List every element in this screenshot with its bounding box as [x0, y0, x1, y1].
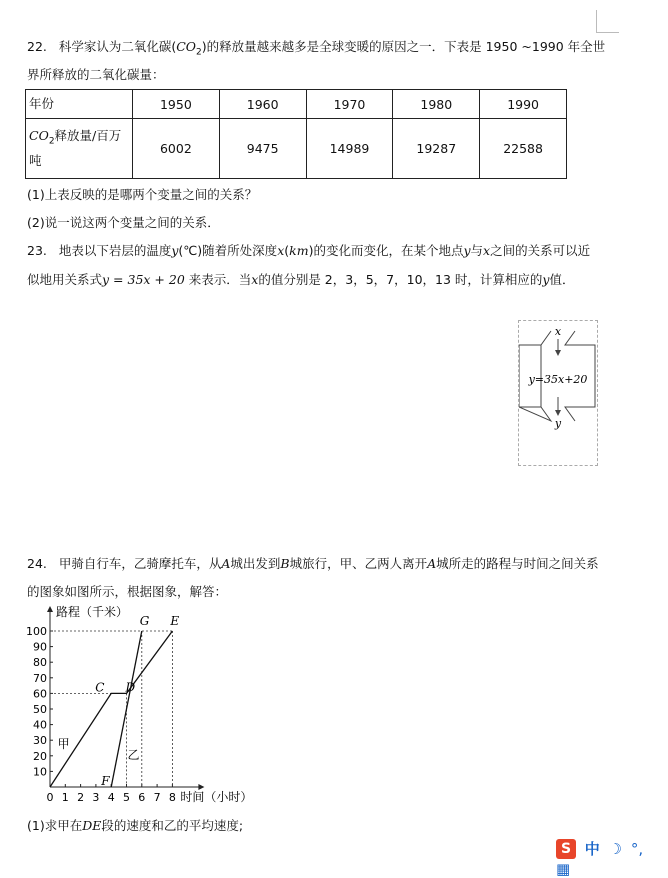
- co2-table: [25, 89, 567, 179]
- moon-icon[interactable]: ☽: [608, 839, 623, 858]
- series-label-jia: 甲: [57, 737, 70, 751]
- y-axis-arrow: [47, 606, 53, 612]
- point-label-e: E: [170, 614, 180, 628]
- x-tick-label: 2: [77, 791, 85, 804]
- x-tick-label: 6: [138, 791, 146, 804]
- text: 甲骑自行车，乙骑摩托车，从: [58, 556, 222, 571]
- function-machine-diagram: [518, 320, 598, 466]
- table-cell: 6002: [133, 119, 220, 179]
- text: 释放量/百万: [54, 127, 122, 143]
- ime-toolbar[interactable]: [556, 838, 664, 878]
- table-cell: 22588: [480, 119, 567, 179]
- unit: km: [289, 243, 309, 258]
- y-tick-label: 60: [33, 687, 47, 701]
- subscript: 2: [196, 47, 202, 58]
- text: 似地用关系式: [27, 272, 103, 287]
- x-tick-label: 0: [46, 791, 54, 804]
- table-row: [26, 90, 567, 119]
- text: (℃)随着所处深度: [178, 243, 278, 258]
- var: A: [427, 556, 437, 571]
- table-cell: 19287: [393, 119, 480, 179]
- y-tick-label: 10: [33, 765, 47, 779]
- q22-sub2: (2)说一说这两个变量之间的关系．: [27, 215, 220, 230]
- q24-line2: 的图象如图所示，根据图象，解答：: [27, 584, 228, 599]
- text: 地表以下岩层的温度: [58, 243, 172, 258]
- series-line-yi: [111, 631, 142, 787]
- x-tick-label: 7: [153, 791, 161, 804]
- x-tick-label: 5: [123, 791, 130, 804]
- question-number: 23.: [27, 243, 47, 258]
- text: 城所走的路程与时间之间关系: [436, 556, 599, 571]
- function-machine-svg: [519, 321, 597, 465]
- point-label-f: F: [101, 774, 110, 788]
- var: A: [221, 556, 231, 571]
- co2-symbol: CO: [176, 39, 197, 54]
- q23-line1: [27, 241, 590, 259]
- q23-line2: [27, 270, 574, 288]
- co2-symbol: CO: [29, 127, 49, 143]
- var: y: [171, 243, 179, 258]
- chart-svg: [20, 604, 260, 804]
- table-cell: 1950: [133, 90, 220, 119]
- q22-line1: [27, 37, 605, 58]
- text: 来表示．当: [184, 272, 252, 287]
- var: x: [483, 243, 491, 258]
- text: (1)求甲在: [27, 818, 83, 833]
- var: y: [463, 243, 471, 258]
- question-number: 22.: [27, 39, 47, 54]
- y-tick-label: 90: [33, 640, 47, 654]
- x-tick-label: 3: [92, 791, 100, 804]
- question-number: 24.: [27, 556, 47, 571]
- y-tick-label: 40: [33, 718, 47, 732]
- var: B: [280, 556, 290, 571]
- var: x: [277, 243, 285, 258]
- table-cell: 1980: [393, 90, 480, 119]
- flow-input: x: [554, 325, 562, 338]
- y-tick-label: 30: [33, 734, 47, 748]
- text: 城旅行，甲、乙两人离开: [289, 556, 428, 571]
- y-tick-label: 20: [33, 749, 47, 763]
- q22-sub1: (1)上表反映的是哪两个变量之间的关系？: [27, 187, 258, 202]
- table-header-cell: [26, 119, 133, 179]
- point-label-g: G: [139, 614, 150, 628]
- series-line-jia: [50, 631, 172, 787]
- keyboard-icon[interactable]: ▦: [556, 859, 571, 878]
- page-corner-mark: [596, 10, 619, 33]
- table-header-cell: 年份: [26, 90, 133, 119]
- text: (: [284, 243, 290, 258]
- q24-sub1: [27, 816, 243, 834]
- lang-toggle[interactable]: 中: [584, 840, 600, 858]
- x-tick-label: 4: [107, 791, 115, 804]
- y-tick-label: 80: [33, 656, 47, 670]
- x-tick-label: 1: [61, 791, 69, 804]
- q22-line2: 界所释放的二氧化碳量：: [27, 67, 165, 82]
- x-axis-label: 时间（小时）: [180, 790, 253, 804]
- var: DE: [82, 818, 102, 833]
- punctuation-icon[interactable]: °,: [630, 839, 644, 858]
- x-tick-label: 8: [168, 791, 176, 804]
- text: )的变化而变化，在某个地点: [308, 243, 464, 258]
- text: 吨: [29, 153, 42, 169]
- q24-line1: [27, 554, 599, 572]
- text: 值．: [549, 272, 575, 287]
- text: 科学家认为二氧化碳(: [58, 39, 177, 54]
- text: 与: [470, 243, 484, 258]
- table-cell: 1960: [219, 90, 306, 119]
- series-label-yi: 乙: [127, 747, 140, 762]
- y-tick-label: 50: [33, 703, 47, 716]
- distance-time-chart: [20, 604, 260, 807]
- table-cell: 14989: [306, 119, 393, 179]
- y-tick-label: 70: [33, 671, 47, 685]
- y-tick-label: 100: [26, 625, 47, 638]
- var: y: [542, 272, 550, 287]
- table-cell: 1970: [306, 90, 393, 119]
- text: )的释放量越来越多是全球变暖的原因之一．下表是 1950 ~1990 年全世: [201, 39, 606, 54]
- y-axis-label: 路程（千米）: [56, 605, 129, 619]
- flow-formula: y=35x+20: [528, 373, 588, 386]
- sogou-logo-icon[interactable]: S: [556, 839, 576, 859]
- text: 段的速度和乙的平均速度;: [101, 818, 244, 833]
- var: x: [251, 272, 259, 287]
- flow-output: y: [554, 417, 562, 430]
- table-cell: 1990: [480, 90, 567, 119]
- point-label-d: D: [125, 680, 136, 695]
- table-row: [26, 119, 567, 179]
- text: 城出发到: [230, 556, 281, 571]
- table-cell: 9475: [219, 119, 306, 179]
- subscript: 2: [48, 136, 55, 147]
- text: 的值分别是 2，3，5，7，10，13 时，计算相应的: [258, 272, 543, 287]
- text: 之间的关系可以近: [490, 243, 591, 258]
- formula: y = 35x + 20: [102, 272, 185, 287]
- point-label-c: C: [95, 680, 105, 695]
